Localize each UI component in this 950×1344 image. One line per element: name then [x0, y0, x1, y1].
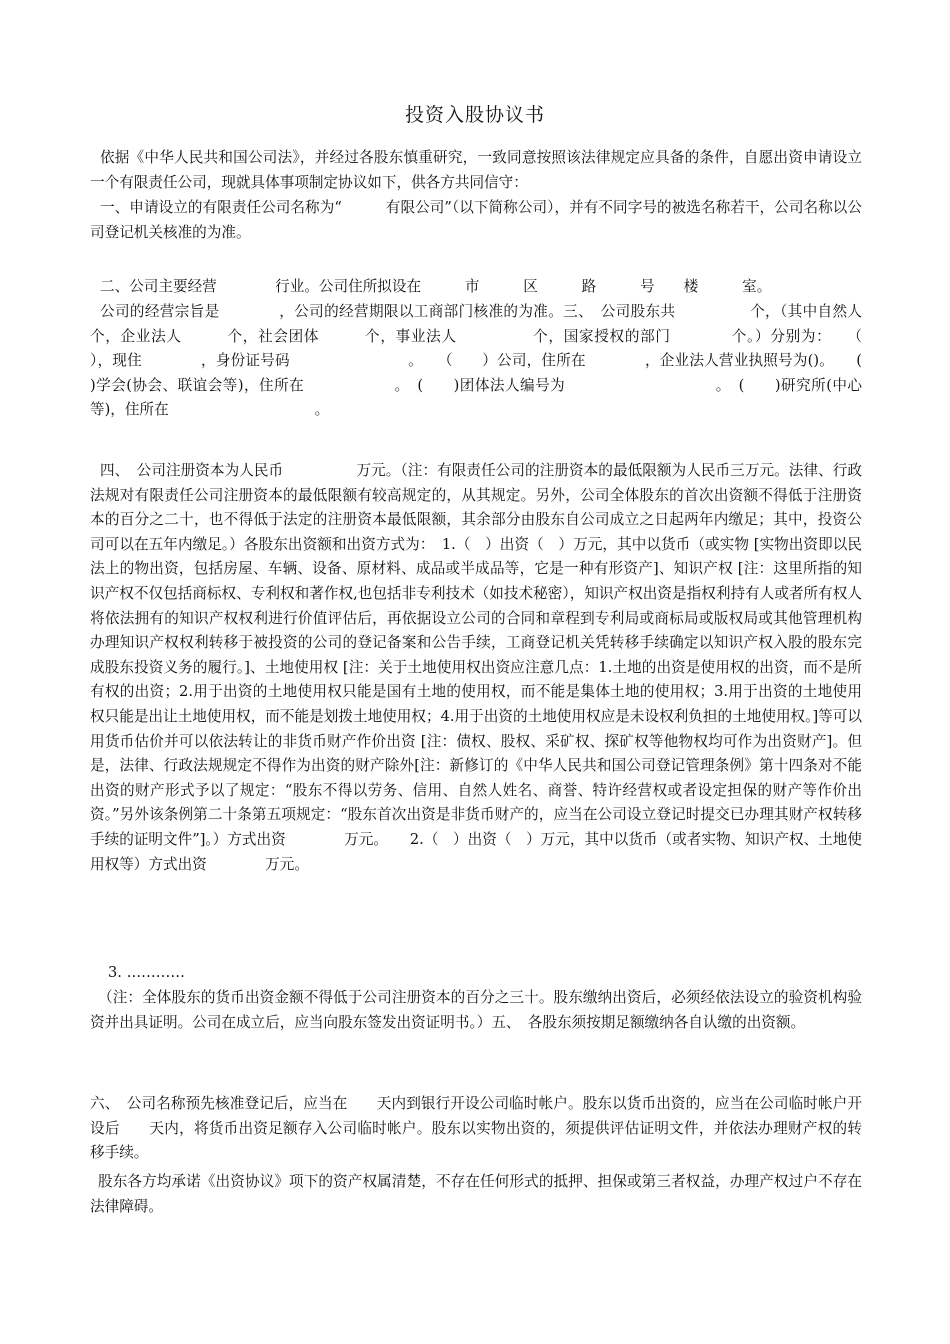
warranty-paragraph: 股东各方均承诺《出资协议》项下的资产权属清楚，不存在任何形式的抵押、担保或第三者权益，办理产权过户不存在法律障碍。: [90, 1173, 862, 1215]
clause-3-paragraph: 公司的经营宗旨是 ，公司的经营期限以工商部门核准的为准。三、 公司股东共 个，（其中自然人 个，企业法人 个，社会团体 个，事业法人 个，国家授权的部门 个。）分别为： （ ），现住 ，身份证号码 。 （ ）公司，住所在 ，企业法人营业执照号为()。 ( )学会(协会、联谊会等)，住所在 。 ( )团体法人编号为 。 ( )研究所(中心等)，住所在 。: [90, 303, 935, 419]
clause-2-paragraph: 二、公司主要经营 行业。公司住所拟设在 市 区 路 号 楼 室。: [100, 278, 772, 295]
clause-5-note-paragraph: （注：全体股东的货币出资金额不得低于公司注册资本的百分之三十。股东缴纳出资后，必须经依法设立的验资机构验资并出具证明。公司在成立后，应当向股东签发出资证明书。）五、 各股东须按期足额缴纳各自认缴的出资额。: [90, 989, 862, 1031]
contribution-item-3: 3. …………: [108, 964, 185, 981]
clause-6-paragraph: 六、 公司名称预先核准登记后，应当在 天内到银行开设公司临时帐户。股东以货币出资的，应当在公司临时帐户开设后 天内，将货币出资足额存入公司临时帐户。股东以实物出资的，须提供评估证明文件，并依法办理财产权的转移手续。: [90, 1095, 862, 1162]
document-title: 投资入股协议书: [404, 104, 545, 126]
clause-1-paragraph: 一、申请设立的有限责任公司名称为“ 有限公司”（以下简称公司），并有不同字号的被选名称若干，公司名称以公司登记机关核准的为准。: [90, 199, 862, 241]
clause-4-paragraph: 四、 公司注册资本为人民币 万元。（注：有限责任公司的注册资本的最低限额为人民币三万元。法律、行政法规对有限责任公司注册资本的最低限额有较高规定的，从其规定。另外，公司全体股东的首次出资额不得低于注册资本的百分之二十，也不得低于法定的注册资本最低限额，其余部分由股东自公司成立之日起两年内缴足；其中，投资公司可以在五年内缴足。）各股东出资额和出资方式为： 1.（ ）出资（ ）万元，其中以货币（或实物 [实物出资即以民法上的物出资，包括房屋、车辆、设备、原材料、成品或半成品等，它是一种有形资产]、知识产权 [注：这里所指的知识产权不仅包括商标权、专利权和著作权,也包括非专利技术（如技术秘密），知识产权出资是指权利持有人或者所有权人将依法拥有的知识产权权利进行价值评估后，再依据设立公司的合同和章程到专利局或商标局或版权局或其他管理机构办理知识产权权利转移于被投资的公司的登记备案和公告手续，工商登记机关凭转移手续确定以知识产权入股的股东完成股东投资义务的履行。]、土地使用权 [注：关于土地使用权出资应注意几点：1.土地的出资是使用权的出资，而不是所有权的出资；2.用于出资的土地使用权只能是国有土地的使用权，而不能是集体土地的使用权；3.用于出资的土地使用权只能是出让土地使用权，而不能是划拨土地使用权；4.用于出资的土地使用权应是未设权利负担的土地使用权。]等可以用货币估价并可以依法转让的非货币财产作价出资 [注：债权、股权、采矿权、探矿权等他物权均可作为出资财产]。但是，法律、行政法规规定不得作为出资的财产除外[注：新修订的《中华人民共和国公司登记管理条例》第十四条对不能出资的财产形式予以了规定：“股东不得以劳务、信用、自然人姓名、商誉、特许经营权或者设定担保的财产等作价出资。”另外该条例第二十条第五项规定：“股东首次出资是非货币财产的，应当在公司设立登记时提交已办理其财产权转移手续的证明文件”]。）方式出资 万元。 2.（ ）出资（ ）万元，其中以货币（或者实物、知识产权、土地使用权等）方式出资 万元。: [90, 462, 862, 873]
preamble-paragraph: 依据《中华人民共和国公司法》，并经过各股东慎重研究，一致同意按照该法律规定应具备的条件，自愿出资申请设立一个有限责任公司，现就具体事项制定协议如下，供各方共同信守：: [90, 149, 862, 191]
